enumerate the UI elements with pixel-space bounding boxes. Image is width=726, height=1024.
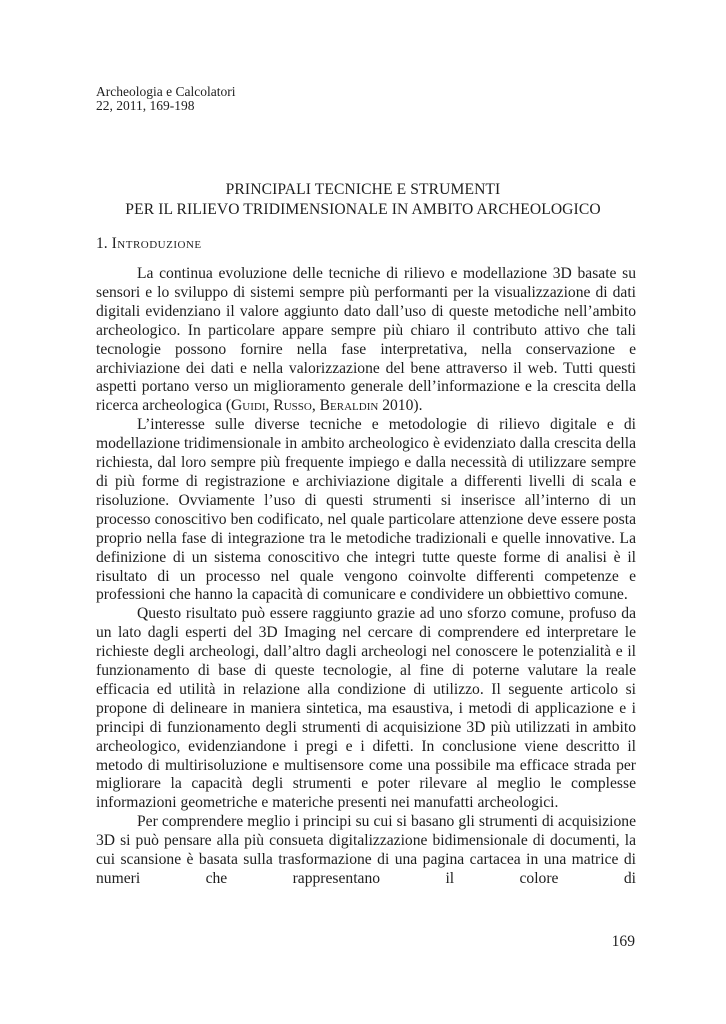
page-number: 169 xyxy=(611,933,635,950)
article-title-line-2: PER IL RILIEVO TRIDIMENSIONALE IN AMBITO ARCHEOLOGICO xyxy=(125,201,601,218)
section-heading xyxy=(96,234,202,254)
article-body xyxy=(96,265,636,889)
paragraph-text: La continua evoluzione delle tecniche di rilievo e modellazione 3D basate su sensori e lo sviluppo di sistemi sempre più performanti per la visualizzazione di dati digitali evidenziano il valore aggiunto dato dall’uso di queste metodiche nell’ambito archeologico. In particolare appare sempre più chiaro il contributo attivo che tali tecnologie possono fornire nella fase interpretativa, nella conservazione e archiviazione dei dati e nella valorizzazione del bene attraverso il web. Tutti questi aspetti portano verso un miglioramento generale dell’informazione e la crescita della ricerca archeologica ( xyxy=(96,265,636,415)
citation-authors: Guidi, Russo, Beraldin xyxy=(231,397,379,415)
journal-name: Archeologia e Calcolatori xyxy=(96,84,236,99)
journal-header xyxy=(96,85,235,113)
citation-year: 2010). xyxy=(378,397,423,415)
article-title xyxy=(96,180,630,220)
section-number: 1. xyxy=(96,235,112,252)
paragraph: Questo risultato può essere raggiunto grazie ad uno sforzo comune, profuso da un lato dagli esperti del 3D Imaging nel cercare di comprendere ed interpretare le richieste degli archeologi, dall’altro dagli archeologi nel conoscere le potenzialità e il funzionamento di base di queste tecnologie, al fine di poterne valutare la reale efficacia ed utilità in relazione alla condizione di utilizzo. Il seguente articolo si propone di delineare in maniera sintetica, ma esaustiva, i metodi di applicazione e i principi di funzionamento degli strumenti di acquisizione 3D più utilizzati in ambito archeologico, evidenziandone i pregi e i difetti. In conclusione viene descritto il metodo di multirisoluzione e multisensore come una possibile ma efficace strada per migliorare la capacità degli strumenti e poter rilevare al meglio le complesse informazioni geometriche e materiche presenti nei manufatti archeologici. xyxy=(96,605,636,812)
paragraph: L’interesse sulle diverse tecniche e metodologie di rilievo digitale e di modellazione tridimensionale in ambito archeologico è evidenziato dalla crescita della richiesta, dal loro sempre più frequente impiego e dalla necessità di utilizzare sempre di più forme di registrazione e archiviazione digitale a differenti livelli di scala e risoluzione. Ovviamente l’uso di questi strumenti si inserisce all’interno di un processo conoscitivo ben codificato, nel quale particolare attenzione deve essere posta proprio nella fase di integrazione tra le metodiche tradizionali e quelle innovative. La definizione di un sistema conoscitivo che integri tutte queste forme di analisi è il risultato di un processo nel quale vengono coinvolte differenti competenze e professioni che hanno la capacità di comunicare e condividere un obbiettivo comune. xyxy=(96,416,636,604)
paragraph: Per comprendere meglio i principi su cui si basano gli strumenti di acquisizione 3D si può pensare alla più consueta digitalizzazione bidimensionale di documenti, la cui scansione è basata sulla trasformazione di una pagina cartacea in una matrice di numeri che rappresentano il colore di xyxy=(96,813,636,887)
section-title: Introduzione xyxy=(111,235,202,252)
journal-volume-info: 22, 2011, 169-198 xyxy=(96,98,195,113)
paragraph xyxy=(96,265,636,416)
article-title-line-1: PRINCIPALI TECNICHE E STRUMENTI xyxy=(225,181,501,198)
